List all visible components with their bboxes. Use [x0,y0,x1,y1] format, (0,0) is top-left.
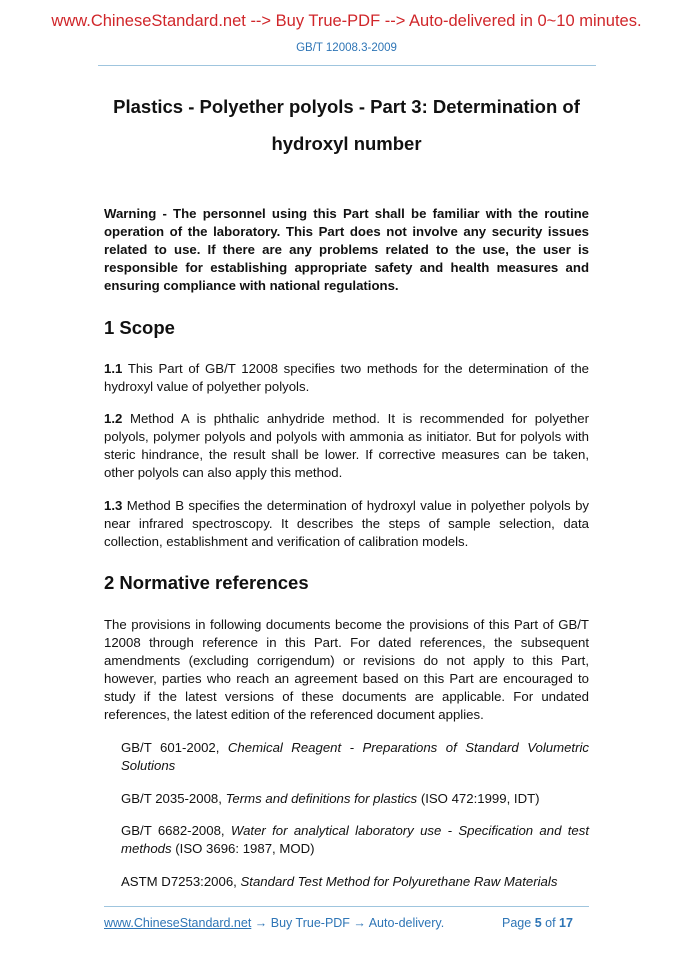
title-line-2: hydroxyl number [271,133,422,154]
reference-title: Chemical Reagent - Preparations of Standard Volumetric Solutions [121,740,589,773]
title-line-1: Plastics - Polyether polyols - Part 3: Determination of [113,96,580,117]
clause-number: 1.1 [104,361,123,376]
reference-item [121,790,589,808]
reference-title: Terms and definitions for plastics [225,791,418,806]
standard-code: GB/T 12008.3-2009 [296,42,397,54]
normative-intro-paragraph: The provisions in following documents become the provisions of this Part of GB/T 12008 through reference in this Part. For dated references, the subsequent amendments (excluding corrigendum) or revisions do not apply to this Part, however, parties who reach an agreement based on this Part are encouraged to study if the latest versions of these documents are applicable. For undated references, the latest edition of the referenced document applies. [104,617,589,722]
page-current: 5 [534,916,542,930]
reference-item [121,822,589,858]
clause-text: Method B specifies the determination of hydroxyl value in polyether polyols by near infrared spectroscopy. It describes the steps of sample selection, data collection, establishment and verification of calibration models. [104,498,589,549]
reference-item [121,739,589,775]
reference-code: GB/T 6682-2008, [121,823,231,838]
page-label: Page [502,916,532,930]
page-indicator [502,916,573,930]
clause-1-1 [104,360,589,396]
document-title [80,88,613,162]
reference-code: GB/T 601-2002, [121,740,228,755]
promo-banner: www.ChineseStandard.net --> Buy True-PDF --> Auto-delivered in 0~10 minutes. [51,12,642,30]
footer-divider [104,906,589,907]
page-of-label: of [545,916,556,930]
footer-tagline: → Buy True-PDF → Auto-delivery. [251,916,445,930]
reference-code: ASTM D7253:2006, [121,874,241,889]
footer-promo [104,916,444,930]
clause-1-3 [104,497,589,551]
section-heading-scope: 1 Scope [104,317,175,338]
page-total: 17 [559,916,573,930]
reference-title: Standard Test Method for Polyurethane Raw Materials [240,874,558,889]
section-heading-normative-references: 2 Normative references [104,572,309,593]
chinesestandard-link[interactable]: www.ChineseStandard.net [104,916,252,930]
reference-suffix: (ISO 3696: 1987, MOD) [171,841,315,856]
reference-title: Water for analytical laboratory use - Specification and test methods [121,823,589,856]
clause-number: 1.2 [104,411,123,426]
header-divider [98,65,596,66]
clause-text: Method A is phthalic anhydride method. It is recommended for polyether polyols, polymer polyols and polyols with ammonia as initiator. But for polyols with steric hindrance, the result shall be lower. If corrective measures can be taken, other polyols can also apply this method. [104,411,589,480]
reference-suffix: (ISO 472:1999, IDT) [417,791,540,806]
clause-text: This Part of GB/T 12008 specifies two methods for the determination of the hydroxyl value of polyether polyols. [104,361,589,394]
warning-paragraph: Warning - The personnel using this Part shall be familiar with the routine operation of the laboratory. This Part does not involve any security issues related to use. If there are any problems related to the use, the user is responsible for establishing appropriate safety and health measures and ensuring compliance with national regulations. [104,206,589,293]
reference-item [121,873,589,891]
clause-1-2 [104,410,589,482]
clause-number: 1.3 [104,498,123,513]
reference-code: GB/T 2035-2008, [121,791,226,806]
